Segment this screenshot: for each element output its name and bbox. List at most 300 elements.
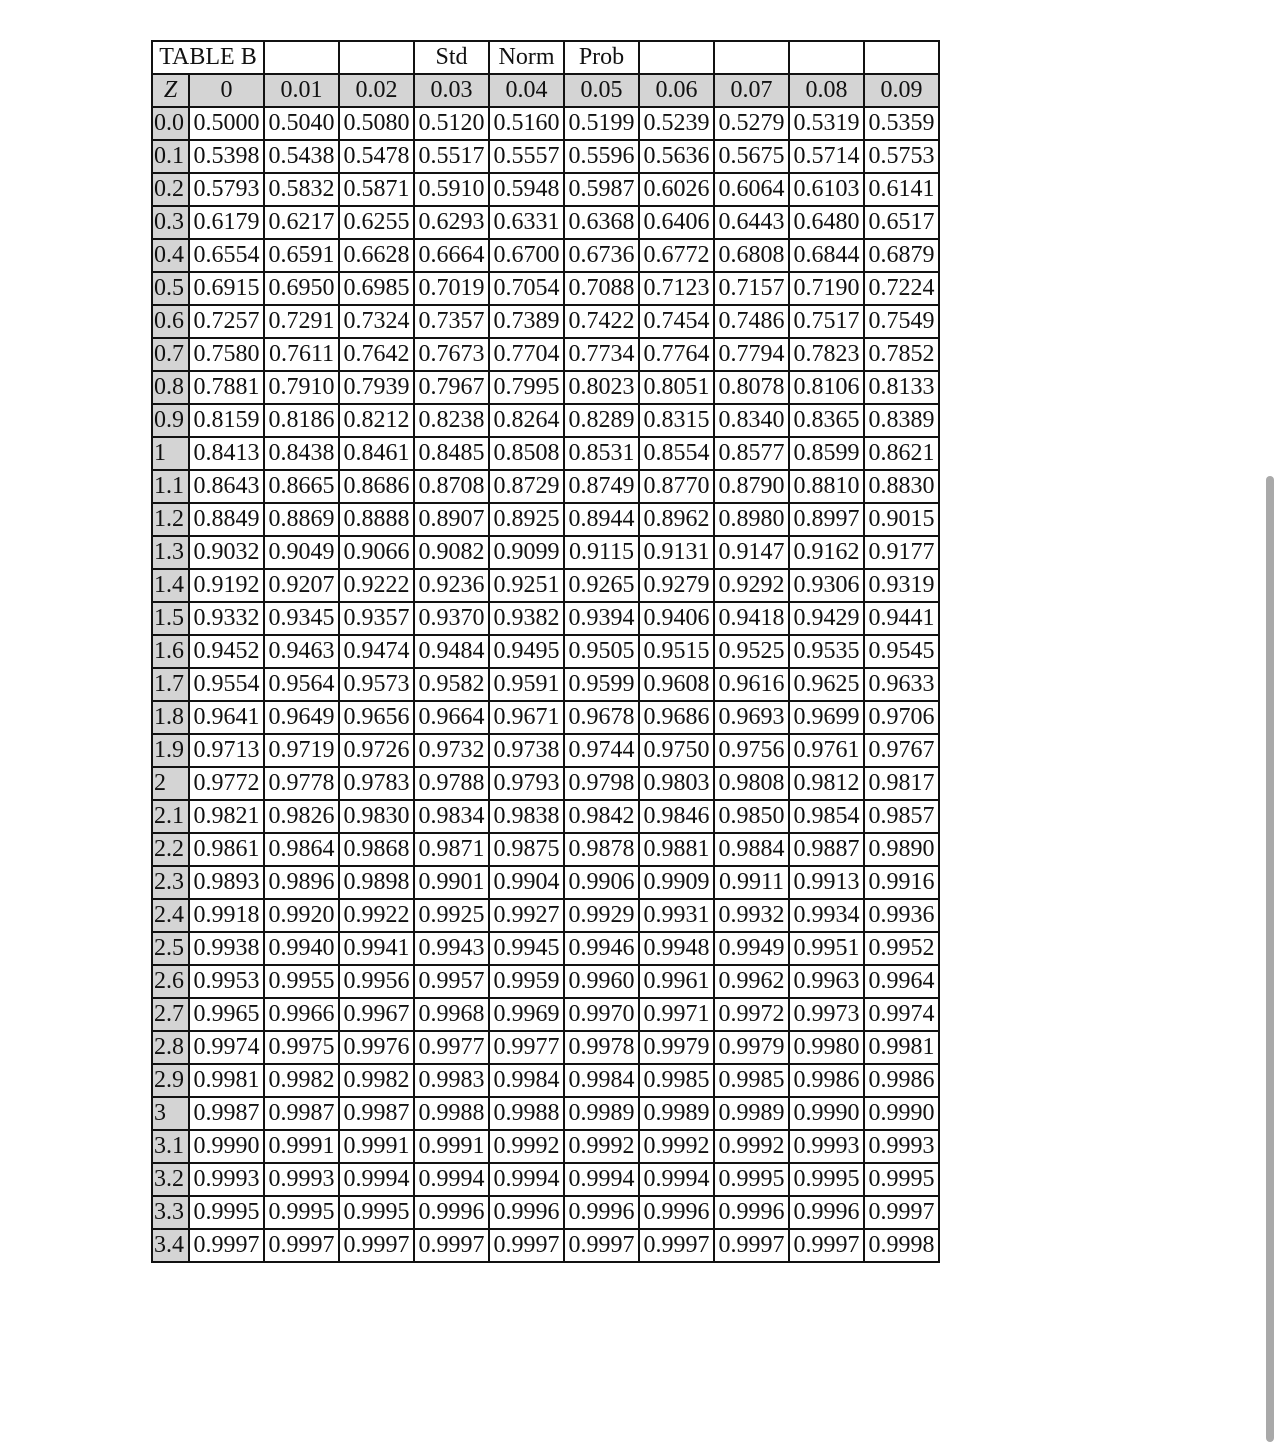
- probability-cell: 0.9887: [789, 833, 864, 866]
- probability-cell: 0.9987: [264, 1097, 339, 1130]
- probability-cell: 0.9955: [264, 965, 339, 998]
- probability-cell: 0.7642: [339, 338, 414, 371]
- probability-cell: 0.5714: [789, 140, 864, 173]
- probability-cell: 0.8888: [339, 503, 414, 536]
- table-row: [152, 239, 939, 272]
- probability-cell: 0.9934: [789, 899, 864, 932]
- probability-cell: 0.9936: [864, 899, 939, 932]
- probability-cell: 0.9678: [564, 701, 639, 734]
- table-row: [152, 1229, 939, 1262]
- table-row: [152, 767, 939, 800]
- probability-cell: 0.9989: [714, 1097, 789, 1130]
- probability-cell: 0.9997: [414, 1229, 489, 1262]
- probability-cell: 0.9515: [639, 635, 714, 668]
- title-label-cell: [714, 41, 789, 74]
- z-value-cell: 0.2: [152, 173, 189, 206]
- probability-cell: 0.7123: [639, 272, 714, 305]
- probability-cell: 0.8438: [264, 437, 339, 470]
- probability-cell: 0.9793: [489, 767, 564, 800]
- z-value-cell: 0.7: [152, 338, 189, 371]
- table-row: [152, 173, 939, 206]
- probability-cell: 0.6591: [264, 239, 339, 272]
- probability-cell: 0.9995: [714, 1163, 789, 1196]
- probability-cell: 0.9913: [789, 866, 864, 899]
- probability-cell: 0.9332: [189, 602, 264, 635]
- probability-cell: 0.5319: [789, 107, 864, 140]
- probability-cell: 0.8643: [189, 470, 264, 503]
- column-header: 0.05: [564, 74, 639, 107]
- probability-cell: 0.9993: [264, 1163, 339, 1196]
- probability-cell: 0.6064: [714, 173, 789, 206]
- probability-cell: 0.5675: [714, 140, 789, 173]
- probability-cell: 0.9977: [489, 1031, 564, 1064]
- probability-cell: 0.9951: [789, 932, 864, 965]
- probability-cell: 0.9756: [714, 734, 789, 767]
- probability-cell: 0.9963: [789, 965, 864, 998]
- probability-cell: 0.9591: [489, 668, 564, 701]
- probability-cell: 0.8665: [264, 470, 339, 503]
- probability-cell: 0.5279: [714, 107, 789, 140]
- probability-cell: 0.9842: [564, 800, 639, 833]
- probability-cell: 0.9761: [789, 734, 864, 767]
- probability-cell: 0.8078: [714, 371, 789, 404]
- probability-cell: 0.5987: [564, 173, 639, 206]
- probability-cell: 0.5948: [489, 173, 564, 206]
- probability-cell: 0.9706: [864, 701, 939, 734]
- probability-cell: 0.8159: [189, 404, 264, 437]
- probability-cell: 0.9418: [714, 602, 789, 635]
- z-value-cell: 2.6: [152, 965, 189, 998]
- probability-cell: 0.9994: [489, 1163, 564, 1196]
- z-value-cell: 1.5: [152, 602, 189, 635]
- probability-cell: 0.9890: [864, 833, 939, 866]
- probability-cell: 0.9817: [864, 767, 939, 800]
- probability-cell: 0.9984: [489, 1064, 564, 1097]
- probability-cell: 0.9896: [264, 866, 339, 899]
- probability-cell: 0.6406: [639, 206, 714, 239]
- probability-cell: 0.9959: [489, 965, 564, 998]
- probability-cell: 0.9616: [714, 668, 789, 701]
- title-label-cell: [264, 41, 339, 74]
- probability-cell: 0.9641: [189, 701, 264, 734]
- probability-cell: 0.7291: [264, 305, 339, 338]
- probability-cell: 0.8508: [489, 437, 564, 470]
- title-row: [152, 41, 939, 74]
- probability-cell: 0.9992: [564, 1130, 639, 1163]
- probability-cell: 0.9987: [339, 1097, 414, 1130]
- probability-cell: 0.9783: [339, 767, 414, 800]
- probability-cell: 0.9554: [189, 668, 264, 701]
- table-row: [152, 503, 939, 536]
- column-header: 0.03: [414, 74, 489, 107]
- probability-cell: 0.7881: [189, 371, 264, 404]
- column-header: 0: [189, 74, 264, 107]
- probability-cell: 0.5359: [864, 107, 939, 140]
- probability-cell: 0.8980: [714, 503, 789, 536]
- probability-cell: 0.9803: [639, 767, 714, 800]
- probability-cell: 0.9995: [339, 1196, 414, 1229]
- column-header: 0.06: [639, 74, 714, 107]
- z-value-cell: 3.3: [152, 1196, 189, 1229]
- probability-cell: 0.9826: [264, 800, 339, 833]
- probability-cell: 0.9868: [339, 833, 414, 866]
- probability-cell: 0.9972: [714, 998, 789, 1031]
- probability-cell: 0.9993: [189, 1163, 264, 1196]
- probability-cell: 0.8340: [714, 404, 789, 437]
- z-value-cell: 0.8: [152, 371, 189, 404]
- title-label-cell: [639, 41, 714, 74]
- probability-cell: 0.9429: [789, 602, 864, 635]
- probability-cell: 0.9978: [564, 1031, 639, 1064]
- probability-cell: 0.9147: [714, 536, 789, 569]
- probability-cell: 0.9345: [264, 602, 339, 635]
- title-label-cell: [789, 41, 864, 74]
- title-label-norm: Norm: [489, 41, 564, 74]
- probability-cell: 0.9236: [414, 569, 489, 602]
- probability-cell: 0.9484: [414, 635, 489, 668]
- probability-cell: 0.9927: [489, 899, 564, 932]
- probability-cell: 0.8315: [639, 404, 714, 437]
- probability-cell: 0.7054: [489, 272, 564, 305]
- probability-cell: 0.9997: [564, 1229, 639, 1262]
- probability-cell: 0.6985: [339, 272, 414, 305]
- probability-cell: 0.9925: [414, 899, 489, 932]
- z-value-cell: 0.1: [152, 140, 189, 173]
- probability-cell: 0.7580: [189, 338, 264, 371]
- probability-cell: 0.9995: [189, 1196, 264, 1229]
- probability-cell: 0.9772: [189, 767, 264, 800]
- probability-cell: 0.9971: [639, 998, 714, 1031]
- probability-cell: 0.9830: [339, 800, 414, 833]
- table-row: [152, 107, 939, 140]
- probability-cell: 0.9505: [564, 635, 639, 668]
- probability-cell: 0.6950: [264, 272, 339, 305]
- probability-cell: 0.9812: [789, 767, 864, 800]
- probability-cell: 0.5871: [339, 173, 414, 206]
- probability-cell: 0.7019: [414, 272, 489, 305]
- probability-cell: 0.9995: [789, 1163, 864, 1196]
- probability-cell: 0.9370: [414, 602, 489, 635]
- probability-cell: 0.9945: [489, 932, 564, 965]
- probability-cell: 0.5000: [189, 107, 264, 140]
- probability-cell: 0.9279: [639, 569, 714, 602]
- probability-cell: 0.9997: [264, 1229, 339, 1262]
- probability-cell: 0.9979: [714, 1031, 789, 1064]
- probability-cell: 0.5398: [189, 140, 264, 173]
- probability-cell: 0.9986: [864, 1064, 939, 1097]
- probability-cell: 0.9941: [339, 932, 414, 965]
- probability-cell: 0.9854: [789, 800, 864, 833]
- probability-cell: 0.6179: [189, 206, 264, 239]
- probability-cell: 0.8264: [489, 404, 564, 437]
- probability-cell: 0.9719: [264, 734, 339, 767]
- probability-cell: 0.9192: [189, 569, 264, 602]
- probability-cell: 0.9989: [564, 1097, 639, 1130]
- probability-cell: 0.9998: [864, 1229, 939, 1262]
- z-value-cell: 1.4: [152, 569, 189, 602]
- vertical-scrollbar[interactable]: [1266, 476, 1274, 1442]
- probability-cell: 0.9932: [714, 899, 789, 932]
- probability-cell: 0.8810: [789, 470, 864, 503]
- probability-cell: 0.5199: [564, 107, 639, 140]
- probability-cell: 0.9838: [489, 800, 564, 833]
- probability-cell: 0.9991: [414, 1130, 489, 1163]
- table-row: [152, 1064, 939, 1097]
- probability-cell: 0.9966: [264, 998, 339, 1031]
- probability-cell: 0.9969: [489, 998, 564, 1031]
- probability-cell: 0.9991: [264, 1130, 339, 1163]
- probability-cell: 0.9974: [189, 1031, 264, 1064]
- column-header: 0.04: [489, 74, 564, 107]
- probability-cell: 0.9686: [639, 701, 714, 734]
- probability-cell: 0.9265: [564, 569, 639, 602]
- probability-cell: 0.5636: [639, 140, 714, 173]
- probability-cell: 0.9983: [414, 1064, 489, 1097]
- probability-cell: 0.9974: [864, 998, 939, 1031]
- probability-cell: 0.8599: [789, 437, 864, 470]
- probability-cell: 0.9699: [789, 701, 864, 734]
- probability-cell: 0.9960: [564, 965, 639, 998]
- probability-cell: 0.9633: [864, 668, 939, 701]
- probability-cell: 0.6700: [489, 239, 564, 272]
- probability-cell: 0.9981: [864, 1031, 939, 1064]
- z-value-cell: 2.8: [152, 1031, 189, 1064]
- probability-cell: 0.9991: [339, 1130, 414, 1163]
- table-row: [152, 371, 939, 404]
- probability-cell: 0.5557: [489, 140, 564, 173]
- z-value-cell: 1.8: [152, 701, 189, 734]
- probability-cell: 0.6628: [339, 239, 414, 272]
- probability-cell: 0.9893: [189, 866, 264, 899]
- column-header: 0.02: [339, 74, 414, 107]
- probability-cell: 0.9986: [789, 1064, 864, 1097]
- table-row: [152, 470, 939, 503]
- probability-cell: 0.6480: [789, 206, 864, 239]
- probability-cell: 0.9821: [189, 800, 264, 833]
- probability-cell: 0.9382: [489, 602, 564, 635]
- probability-cell: 0.9948: [639, 932, 714, 965]
- probability-cell: 0.9738: [489, 734, 564, 767]
- probability-cell: 0.9989: [639, 1097, 714, 1130]
- z-value-cell: 3.1: [152, 1130, 189, 1163]
- probability-cell: 0.9884: [714, 833, 789, 866]
- probability-cell: 0.6664: [414, 239, 489, 272]
- probability-cell: 0.9996: [489, 1196, 564, 1229]
- table-row: [152, 800, 939, 833]
- probability-cell: 0.9904: [489, 866, 564, 899]
- table-row: [152, 668, 939, 701]
- probability-cell: 0.8554: [639, 437, 714, 470]
- probability-cell: 0.8485: [414, 437, 489, 470]
- probability-cell: 0.9970: [564, 998, 639, 1031]
- z-value-cell: 1.7: [152, 668, 189, 701]
- probability-cell: 0.9911: [714, 866, 789, 899]
- probability-cell: 0.8686: [339, 470, 414, 503]
- probability-cell: 0.9474: [339, 635, 414, 668]
- probability-cell: 0.6879: [864, 239, 939, 272]
- probability-cell: 0.9916: [864, 866, 939, 899]
- probability-cell: 0.9406: [639, 602, 714, 635]
- table-row: [152, 1163, 939, 1196]
- probability-cell: 0.9961: [639, 965, 714, 998]
- probability-cell: 0.9993: [789, 1130, 864, 1163]
- probability-cell: 0.9985: [714, 1064, 789, 1097]
- probability-cell: 0.9987: [189, 1097, 264, 1130]
- probability-cell: 0.7939: [339, 371, 414, 404]
- probability-cell: 0.8461: [339, 437, 414, 470]
- table-row: [152, 569, 939, 602]
- column-header: 0.09: [864, 74, 939, 107]
- probability-cell: 0.9906: [564, 866, 639, 899]
- table-row: [152, 1196, 939, 1229]
- probability-cell: 0.9850: [714, 800, 789, 833]
- z-table: [151, 40, 940, 1263]
- probability-cell: 0.6331: [489, 206, 564, 239]
- probability-cell: 0.8770: [639, 470, 714, 503]
- z-value-cell: 0.5: [152, 272, 189, 305]
- probability-cell: 0.9671: [489, 701, 564, 734]
- probability-cell: 0.9995: [864, 1163, 939, 1196]
- probability-cell: 0.9964: [864, 965, 939, 998]
- table-row: [152, 734, 939, 767]
- probability-cell: 0.9997: [189, 1229, 264, 1262]
- probability-cell: 0.9726: [339, 734, 414, 767]
- title-label-prob: Prob: [564, 41, 639, 74]
- table-row: [152, 602, 939, 635]
- probability-cell: 0.8289: [564, 404, 639, 437]
- probability-cell: 0.9973: [789, 998, 864, 1031]
- probability-cell: 0.9778: [264, 767, 339, 800]
- probability-cell: 0.6808: [714, 239, 789, 272]
- probability-cell: 0.9976: [339, 1031, 414, 1064]
- probability-cell: 0.9979: [639, 1031, 714, 1064]
- probability-cell: 0.7764: [639, 338, 714, 371]
- probability-cell: 0.8186: [264, 404, 339, 437]
- probability-cell: 0.8238: [414, 404, 489, 437]
- probability-cell: 0.9082: [414, 536, 489, 569]
- probability-cell: 0.8389: [864, 404, 939, 437]
- probability-cell: 0.7910: [264, 371, 339, 404]
- probability-cell: 0.9957: [414, 965, 489, 998]
- probability-cell: 0.9965: [189, 998, 264, 1031]
- probability-cell: 0.9992: [489, 1130, 564, 1163]
- z-value-cell: 0.6: [152, 305, 189, 338]
- probability-cell: 0.9962: [714, 965, 789, 998]
- z-value-cell: 2.2: [152, 833, 189, 866]
- probability-cell: 0.9988: [489, 1097, 564, 1130]
- probability-cell: 0.9992: [639, 1130, 714, 1163]
- probability-cell: 0.9977: [414, 1031, 489, 1064]
- probability-cell: 0.9929: [564, 899, 639, 932]
- probability-cell: 0.5793: [189, 173, 264, 206]
- table-row: [152, 206, 939, 239]
- probability-cell: 0.6443: [714, 206, 789, 239]
- probability-cell: 0.9920: [264, 899, 339, 932]
- probability-cell: 0.7995: [489, 371, 564, 404]
- probability-cell: 0.7704: [489, 338, 564, 371]
- probability-cell: 0.8621: [864, 437, 939, 470]
- probability-cell: 0.7190: [789, 272, 864, 305]
- table-row: [152, 701, 939, 734]
- table-row: [152, 140, 939, 173]
- z-value-cell: 1.2: [152, 503, 189, 536]
- probability-cell: 0.7257: [189, 305, 264, 338]
- probability-cell: 0.9441: [864, 602, 939, 635]
- probability-cell: 0.9997: [639, 1229, 714, 1262]
- probability-cell: 0.9990: [789, 1097, 864, 1130]
- z-value-cell: 3.2: [152, 1163, 189, 1196]
- table-row: [152, 338, 939, 371]
- probability-cell: 0.6026: [639, 173, 714, 206]
- probability-cell: 0.7157: [714, 272, 789, 305]
- probability-cell: 0.6844: [789, 239, 864, 272]
- probability-cell: 0.6217: [264, 206, 339, 239]
- probability-cell: 0.9625: [789, 668, 864, 701]
- probability-cell: 0.8106: [789, 371, 864, 404]
- probability-cell: 0.9922: [339, 899, 414, 932]
- z-value-cell: 1.6: [152, 635, 189, 668]
- table-row: [152, 305, 939, 338]
- title-label-cell: [339, 41, 414, 74]
- table-row: [152, 965, 939, 998]
- probability-cell: 0.5438: [264, 140, 339, 173]
- probability-cell: 0.9997: [339, 1229, 414, 1262]
- probability-cell: 0.9982: [339, 1064, 414, 1097]
- probability-cell: 0.9306: [789, 569, 864, 602]
- probability-cell: 0.8708: [414, 470, 489, 503]
- probability-cell: 0.9995: [264, 1196, 339, 1229]
- probability-cell: 0.9032: [189, 536, 264, 569]
- z-value-cell: 1: [152, 437, 189, 470]
- table-row: [152, 899, 939, 932]
- z-column-header: Z: [152, 74, 189, 107]
- probability-cell: 0.9525: [714, 635, 789, 668]
- z-value-cell: 1.1: [152, 470, 189, 503]
- probability-cell: 0.9545: [864, 635, 939, 668]
- table-row: [152, 866, 939, 899]
- probability-cell: 0.9656: [339, 701, 414, 734]
- probability-cell: 0.9994: [564, 1163, 639, 1196]
- probability-cell: 0.9846: [639, 800, 714, 833]
- probability-cell: 0.9996: [414, 1196, 489, 1229]
- z-value-cell: 2.1: [152, 800, 189, 833]
- probability-cell: 0.9985: [639, 1064, 714, 1097]
- probability-cell: 0.5120: [414, 107, 489, 140]
- probability-cell: 0.6736: [564, 239, 639, 272]
- probability-cell: 0.5910: [414, 173, 489, 206]
- z-value-cell: 3.4: [152, 1229, 189, 1262]
- table-row: [152, 932, 939, 965]
- probability-cell: 0.8212: [339, 404, 414, 437]
- probability-cell: 0.9857: [864, 800, 939, 833]
- probability-cell: 0.9649: [264, 701, 339, 734]
- probability-cell: 0.9968: [414, 998, 489, 1031]
- probability-cell: 0.9357: [339, 602, 414, 635]
- title-label-std: Std: [414, 41, 489, 74]
- probability-cell: 0.9956: [339, 965, 414, 998]
- probability-cell: 0.9573: [339, 668, 414, 701]
- probability-cell: 0.9732: [414, 734, 489, 767]
- probability-cell: 0.8023: [564, 371, 639, 404]
- probability-cell: 0.7611: [264, 338, 339, 371]
- probability-cell: 0.9980: [789, 1031, 864, 1064]
- probability-cell: 0.9319: [864, 569, 939, 602]
- probability-cell: 0.5832: [264, 173, 339, 206]
- probability-cell: 0.9115: [564, 536, 639, 569]
- probability-cell: 0.8962: [639, 503, 714, 536]
- table-row: [152, 404, 939, 437]
- probability-cell: 0.7549: [864, 305, 939, 338]
